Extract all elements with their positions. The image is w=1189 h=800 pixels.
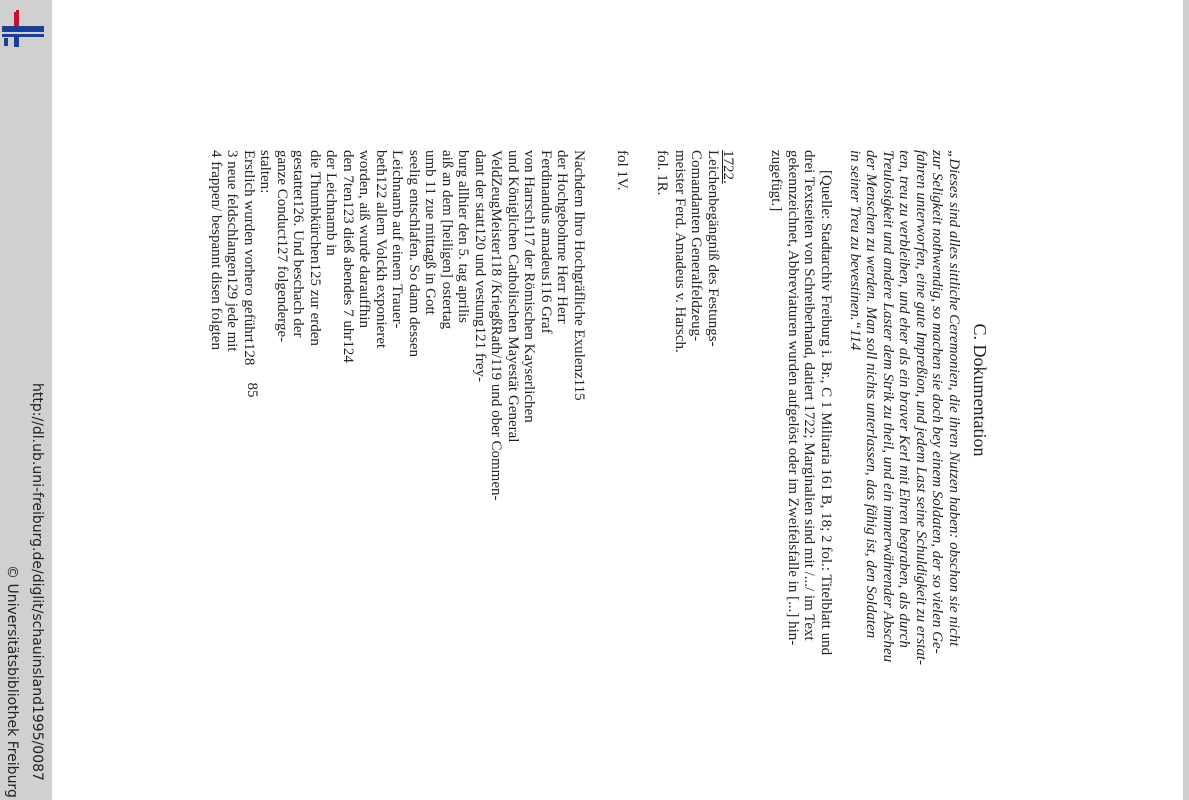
viewer-sidebar	[0, 0, 52, 800]
folio-verso-label: fol 1V.	[614, 150, 630, 191]
transcription-body	[208, 150, 588, 501]
source-line: gekennzeichnet, Abbreviaturen wurden aufgelöst oder im Zweifelsfalle in [...] hin-	[785, 150, 801, 646]
quote-line: ten, treu zu verbleiben, und eher als ein braver Kerl mit Ehren begraben, als durch	[896, 150, 913, 648]
page-number: 85	[244, 382, 260, 398]
body-line: Erstlich wurden vorhero geführt128	[241, 150, 257, 366]
source-note	[768, 150, 834, 655]
page-text-block	[208, 140, 990, 666]
quote-line: Treulosigkeit und andere Laster dem Strik zu theil, und ein immerwährender Abscheu	[880, 150, 896, 663]
title-line: Leichenbegängniß des Festungs-	[705, 150, 721, 347]
body-line: VeldZeugMeister118 /KriegßRath/119 und ober Commen-	[488, 150, 505, 501]
folio-recto-label: fol. 1R.	[654, 150, 670, 196]
body-line: die Thumbkürchen125 zur erden	[307, 150, 323, 346]
body-line: umb 11 zue mittagß in Gott	[422, 150, 439, 315]
body-line: dant der statt120 und vestung121 frey-	[472, 150, 488, 383]
body-line: Leichnamb auf einem Trauer-	[389, 150, 406, 329]
document-year: 1722.	[720, 150, 736, 184]
library-logo-icon[interactable]	[2, 10, 44, 50]
body-line: seelig entschlafen. So dann dessen	[406, 150, 422, 358]
source-line: drei Textseiten von Schreiberhand, datiert 1722; Marginalien sind mit /.../ im Text	[801, 150, 818, 641]
document-url-label[interactable]: http://dl.ub.uni-freiburg.de/diglit/schauinsland1995/0087	[29, 383, 45, 781]
source-line: zugefügt.]	[768, 150, 785, 212]
title-line: Comandanten Generalfeldzeug-	[688, 150, 705, 342]
quote-paragraph	[847, 150, 963, 665]
page-edge	[1183, 0, 1189, 800]
quote-line: in seiner Treu zu bevestinen.“114	[847, 150, 863, 351]
body-line: der Leichnamb in	[323, 150, 340, 256]
source-line: [Quelle: Stadtarchiv Freiburg i. Br., C 1 Militaria 161 B, 18; 2 fol.: Titelblatt und	[818, 170, 834, 656]
quote-line: „Dieses sind alles sittliche Ceremonien, die ihren Nutzen haben: obschon sie nicht	[946, 150, 962, 647]
body-line: beth122 allem Volckh exponieret	[373, 150, 389, 349]
body-line: Ferdinandus amadeus116 Graf	[538, 150, 554, 334]
title-line: meister Ferd. Amadeus v. Harsch.	[672, 150, 688, 353]
running-header: C. Dokumentation	[970, 323, 990, 457]
body-line: von Harrsch117 der Römischen Kayserlichen	[521, 150, 538, 423]
document-title	[672, 150, 722, 353]
quote-line: fahren unterworfen, eine gute Impreßion, und jedem Last seine Schuldigkeit zu erstat-	[913, 150, 929, 666]
body-line: 4 frappen/ bespannt disen folgten	[208, 150, 224, 350]
body-line: worden, aiß wurde darauffhin	[356, 150, 373, 328]
body-line: ganze Conduct127 folgenderge-	[274, 150, 290, 343]
body-line: gestattet126. Und beschach der	[290, 150, 307, 338]
quote-line: zur Seligkeit nothwendig, so machen sie doch bey einem Soldaten, der so vielen Ge-	[929, 150, 946, 654]
body-line: 3 neue feldschlangen129 jede mit	[224, 150, 241, 352]
body-line: stalten:	[257, 150, 274, 194]
body-line: der Hochgebohrne Herr Herr	[554, 150, 571, 324]
body-line: und Königlichen Catholischen Mayestät General	[505, 150, 521, 443]
body-line: aiß an dem [heiligen] ostertag	[439, 150, 455, 330]
body-line: den 7ten123 dieß abendes 7 uhr124	[340, 150, 356, 363]
body-line: burg allhier den 5. tag aprilis	[455, 150, 472, 324]
body-line: Nachdem Ihro Hochgräfliche Exulenz115	[571, 150, 587, 401]
quote-line: der Menschen zu werden. Man soll nichts unterlassen, das fähig ist, den Soldaten	[863, 150, 880, 639]
copyright-label: © Universitätsbibliothek Freiburg	[4, 565, 20, 798]
